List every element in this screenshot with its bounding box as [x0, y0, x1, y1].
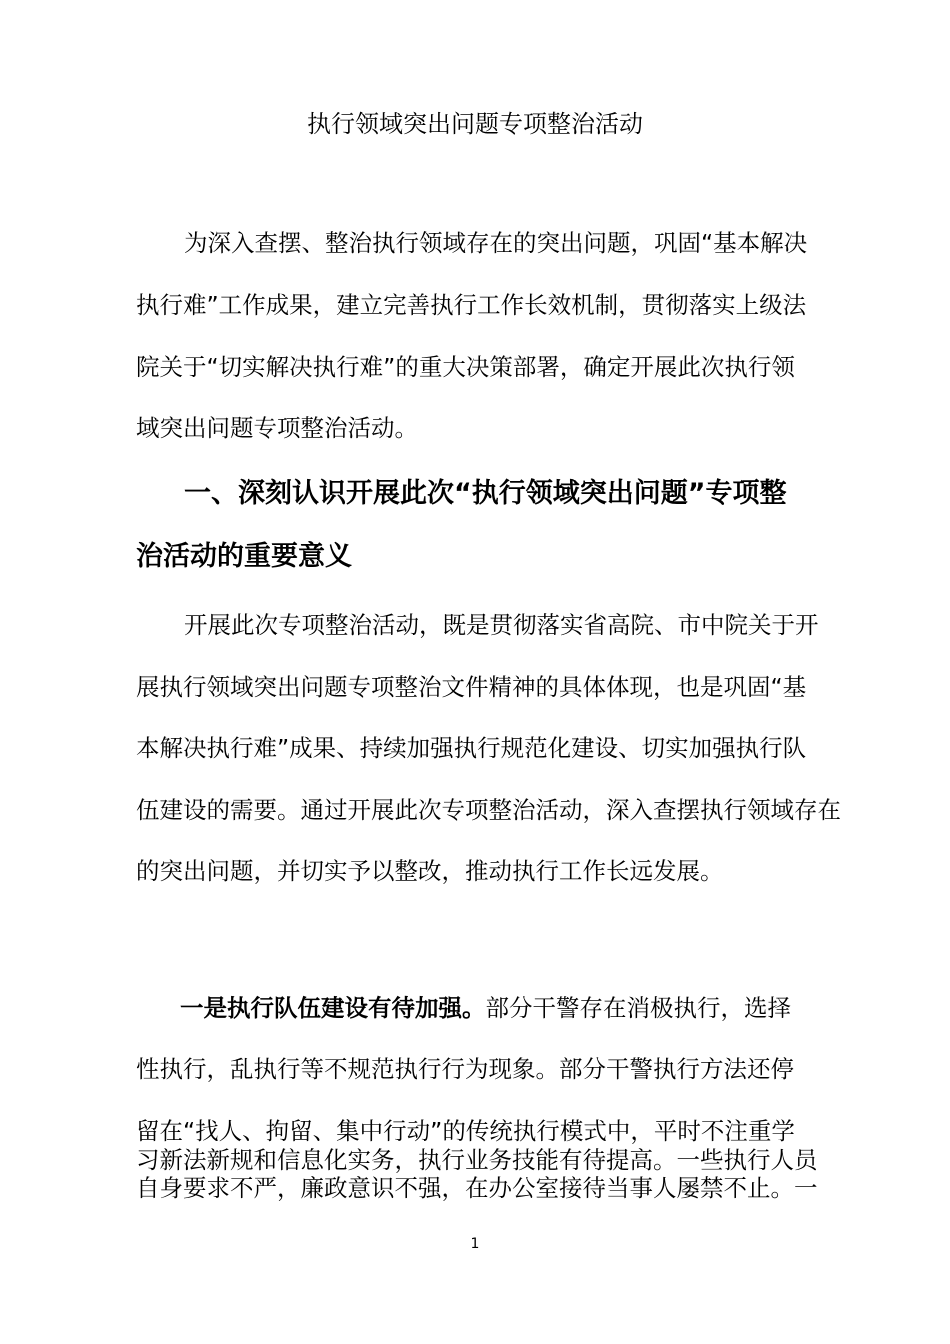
intro-line: 执行难”工作成果，建立完善执行工作长效机制，贯彻落实上级法 — [136, 291, 807, 319]
body-line: 的突出问题，并切实予以整改，推动执行工作长远发展。 — [136, 857, 724, 885]
intro-line: 院关于“切实解决执行难”的重大决策部署，确定开展此次执行领 — [136, 353, 795, 381]
body-line: 本解决执行难”成果、持续加强执行规范化建设、切实加强执行队 — [136, 734, 807, 762]
body-line: 开展此次专项整治活动，既是贯彻落实省高院、市中院关于开 — [184, 611, 819, 639]
point-lead: 一是执行队伍建设有待加强。 — [180, 994, 486, 1022]
document-title: 执行领域突出问题专项整治活动 — [307, 110, 643, 138]
section-heading: 一、深刻认识开展此次“执行领域突出问题”专项整 — [184, 478, 787, 509]
point-line: 留在“找人、拘留、集中行动”的传统执行模式中，平时不注重学 — [136, 1117, 795, 1145]
point-line: 自身要求不严，廉政意识不强，在办公室接待当事人屡禁不止。一 — [136, 1174, 818, 1202]
point-line: 习新法新规和信息化实务，执行业务技能有待提高。一些执行人员 — [136, 1146, 818, 1174]
point-line: 性执行，乱执行等不规范执行行为现象。部分干警执行方法还停 — [136, 1055, 794, 1083]
body-line: 伍建设的需要。通过开展此次专项整治活动，深入查摆执行领域存在 — [136, 796, 841, 824]
page-number: 1 — [470, 1236, 480, 1252]
point-line — [180, 988, 832, 1028]
section-heading: 治活动的重要意义 — [136, 541, 352, 572]
body-line: 展执行领域突出问题专项整治文件精神的具体体现，也是巩固“基 — [136, 673, 807, 701]
intro-line: 为深入查摆、整治执行领域存在的突出问题，巩固“基本解决 — [184, 229, 808, 257]
intro-line: 域突出问题专项整治活动。 — [136, 414, 418, 442]
point-text: 部分干警存在消极执行，选择 — [485, 994, 791, 1022]
